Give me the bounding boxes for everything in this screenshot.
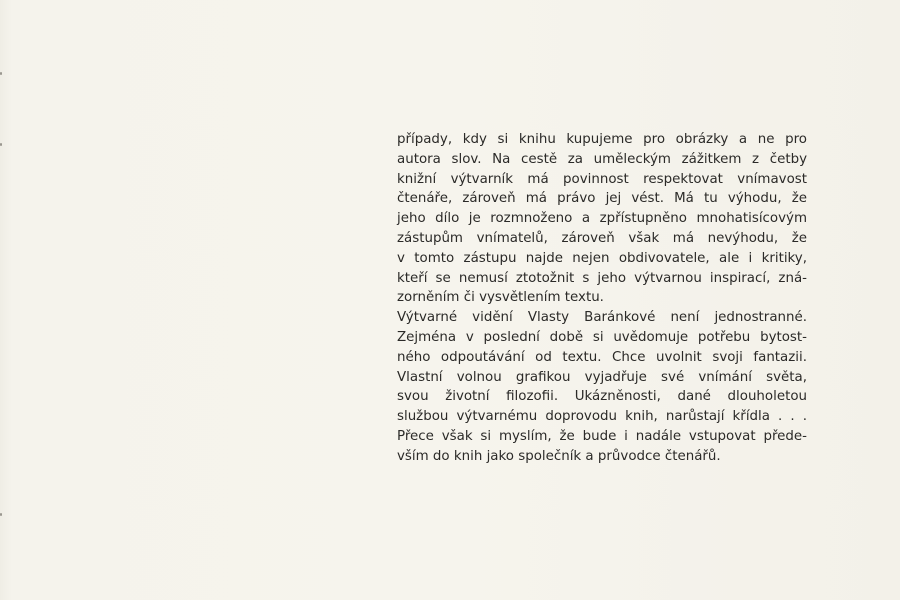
- text-line: Výtvarné vidění Vlasty Baránkové není jednostranné.: [397, 310, 807, 326]
- text-line: knižní výtvarník má povinnost respektovat vnímavost: [397, 171, 807, 187]
- text-line: ného odpoutávání od textu. Chce uvolnit svoji fantazii.: [397, 349, 807, 365]
- text-line: v tomto zástupu najde nejen obdivovatele, ale i kritiky,: [397, 250, 807, 266]
- text-line: vším do knih jako společník a průvodce čtenářů.: [397, 448, 721, 464]
- text-line: Přece však si myslím, že bude i nadále vstupovat přede-: [397, 428, 807, 444]
- page-edge-mark: [0, 143, 2, 146]
- text-line: zorněním či vysvětlením textu.: [397, 290, 604, 306]
- body-text: [397, 130, 807, 467]
- text-line: kteří se nemusí ztotožnit s jeho výtvarnou inspirací, zná-: [397, 270, 807, 286]
- text-line: Vlastní volnou grafikou vyjadřuje své vnímání světa,: [397, 369, 807, 385]
- text-line: autora slov. Na cestě za uměleckým zážitkem z četby: [397, 151, 807, 167]
- text-line: svou životní filozofii. Ukázněnosti, dané dlouholetou: [397, 389, 807, 405]
- text-line: případy, kdy si knihu kupujeme pro obrázky a ne pro: [397, 132, 807, 147]
- text-line: čtenáře, zároveň má právo jej vést. Má tu výhodu, že: [397, 191, 807, 207]
- page-edge-mark: [0, 513, 2, 516]
- page-edge-mark: [0, 72, 2, 75]
- text-line: jeho dílo je rozmnoženo a zpřístupněno mnohatisícovým: [397, 211, 807, 227]
- text-line: zástupům vnímatelů, zároveň však má nevýhodu, že: [397, 230, 807, 246]
- text-line: službou výtvarnému doprovodu knih, narůstají křídla . . .: [397, 409, 807, 425]
- text-line: Zejména v poslední době si uvědomuje potřebu bytost-: [397, 329, 807, 345]
